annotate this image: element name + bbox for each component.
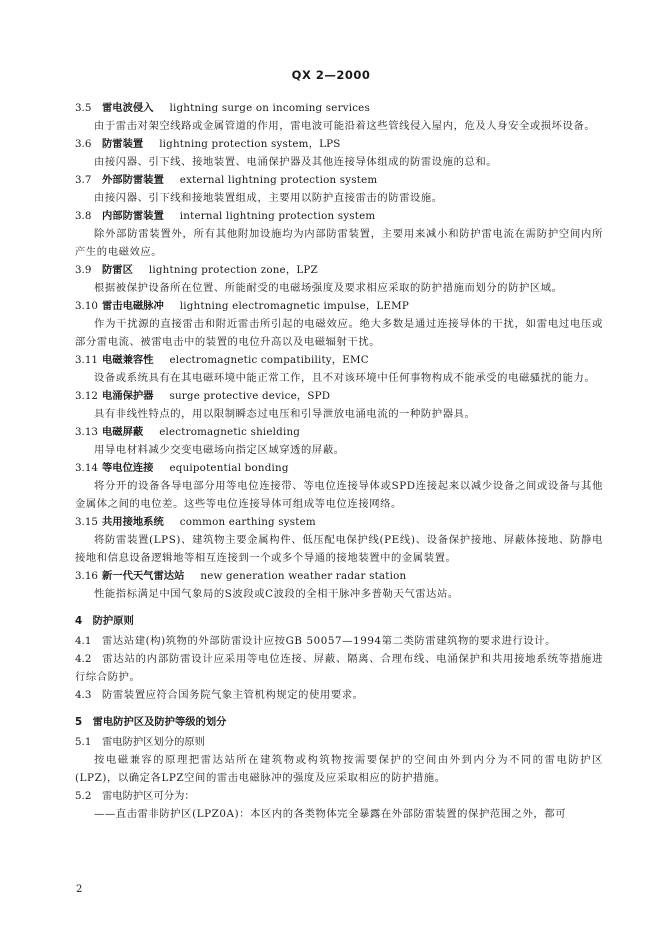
section-title: 雷电防护区及防护等级的划分 <box>92 716 227 728</box>
clause-number: 5.2 <box>75 790 92 802</box>
term-heading <box>75 387 603 405</box>
term-number: 3.16 <box>75 570 98 582</box>
term-name-cn: 共用接地系统 <box>102 516 164 528</box>
clause-4-1 <box>75 632 603 650</box>
clause-number: 4.2 <box>75 653 92 665</box>
section-number: 4 <box>75 615 83 627</box>
term-definition: 除外部防雷装置外，所有其他附加设施均为内部防雷装置，主要用来减小和防护雷电流在需防护空间内所产生的电磁效应。 <box>75 228 603 258</box>
term-heading <box>75 261 603 279</box>
term-name-cn: 电磁屏蔽 <box>102 426 144 438</box>
term-heading <box>75 567 603 585</box>
standard-code-header: QX 2—2000 <box>291 68 371 82</box>
term-number: 3.6 <box>75 138 92 150</box>
term-number: 3.5 <box>75 102 92 114</box>
clause-text: 雷达站建(构)筑物的外部防雷设计应按GB 50057—1994第二类防雷建筑物的要求进行设计。 <box>102 635 557 647</box>
term-name-cn: 防雷区 <box>102 264 133 276</box>
term-number: 3.15 <box>75 516 98 528</box>
clause-title: 雷电防护区可分为： <box>102 790 195 802</box>
term-number: 3.9 <box>75 264 92 276</box>
term-number: 3.14 <box>75 462 98 474</box>
term-name-cn: 电磁兼容性 <box>102 354 154 366</box>
clause-4-3 <box>75 686 603 704</box>
term-name-cn: 内部防雷装置 <box>102 210 164 222</box>
term-heading <box>75 171 603 189</box>
section-5-heading <box>75 713 603 728</box>
clause-number: 4.3 <box>75 689 92 701</box>
term-name-cn: 电涌保护器 <box>102 390 154 402</box>
section-title: 防护原则 <box>92 615 134 627</box>
clause-5-2-heading <box>75 787 603 805</box>
term-name-cn: 雷电波侵入 <box>102 102 154 114</box>
term-definition: 作为干扰源的直接雷击和附近雷击所引起的电磁效应。绝大多数是通过连接导体的干扰，如雷电过电压或部分雷电流、被雷电击中的装置的电位升高以及电磁辐射干扰。 <box>75 318 603 348</box>
term-name-en: external lightning protection system <box>179 174 378 186</box>
clause-text: 防雷装置应符合国务院气象主管机构规定的使用要求。 <box>102 689 364 701</box>
term-name-en: lightning protection zone，LPZ <box>148 264 318 276</box>
term-name-en: internal lightning protection system <box>179 210 376 222</box>
clause-title: 雷电防护区划分的原则 <box>102 736 205 748</box>
term-heading <box>75 207 603 225</box>
term-definition: 根据被保护设备所在位置、所能耐受的电磁场强度及要求相应采取的防护措施而划分的防护区域。 <box>94 282 563 294</box>
term-number: 3.10 <box>75 300 98 312</box>
clause-4-2 <box>75 650 603 686</box>
term-heading <box>75 99 603 117</box>
term-name-en: equipotential bonding <box>169 462 289 474</box>
term-definition: 将分开的设备各导电部分用等电位连接带、等电位连接导体或SPD连接起来以减少设备之间或设备与其他金属体之间的电位差。这些等电位连接导体可组成等电位连接网络。 <box>75 480 603 510</box>
clause-5-1-text: 按电磁兼容的原理把雷达站所在建筑物或构筑物按需要保护的空间由外到内分为不同的雷电防护区(LPZ)，以确定各LPZ空间的雷击电磁脉冲的强度及应采取相应的防护措施。 <box>75 754 603 784</box>
term-definition: 由接闪器、引下线、接地装置、电涌保护器及其他连接导体组成的防雷设施的总和。 <box>94 156 498 168</box>
document-body <box>75 99 603 823</box>
term-name-en: lightning protection system，LPS <box>159 138 341 150</box>
term-name-en: electromagnetic shielding <box>159 426 301 438</box>
term-name-en: electromagnetic compatibility，EMC <box>169 354 369 366</box>
term-definition: 具有非线性特点的，用以限制瞬态过电压和引导泄放电涌电流的一种防护器具。 <box>94 408 476 420</box>
term-name-en: common earthing system <box>179 516 316 528</box>
term-definitions-list <box>75 99 603 603</box>
section-number: 5 <box>75 716 83 728</box>
term-name-cn: 新一代天气雷达站 <box>102 570 185 582</box>
clause-number: 5.1 <box>75 736 92 748</box>
term-name-cn: 等电位连接 <box>102 462 154 474</box>
term-number: 3.13 <box>75 426 98 438</box>
term-definition: 将防雷装置(LPS)、建筑物主要金属构件、低压配电保护线(PE线)、设备保护接地、屏蔽体接地、防静电接地和信息设备逻辑地等相互连接到一个或多个导通的接地装置中的金属装置。 <box>75 534 603 564</box>
clause-5-2-text: ——直击雷非防护区(LPZ0A)：本区内的各类物体完全暴露在外部防雷装置的保护范围之外，都可 <box>94 808 567 820</box>
term-name-en: lightning electromagnetic impulse，LEMP <box>179 300 410 312</box>
term-heading <box>75 513 603 531</box>
term-name-en: lightning surge on incoming services <box>169 102 370 114</box>
term-name-en: new generation weather radar station <box>200 570 407 582</box>
term-definition: 由于雷击对架空线路或金属管道的作用，雷电波可能沿着这些管线侵入屋内，危及人身安全或损坏设备。 <box>94 120 596 132</box>
section-4-heading <box>75 612 603 627</box>
page-number: 2 <box>76 884 83 895</box>
term-definition: 性能指标满足中国气象局的S波段或C波段的全相干脉冲多普勒天气雷达站。 <box>94 588 459 600</box>
term-definition: 设备或系统具有在其电磁环境中能正常工作，且不对该环境中任何事物构成不能承受的电磁骚扰的能力。 <box>94 372 596 384</box>
clause-number: 4.1 <box>75 635 92 647</box>
term-definition: 用导电材料减少交变电磁场向指定区域穿透的屏蔽。 <box>94 444 345 456</box>
term-heading <box>75 351 603 369</box>
clause-text: 雷达站的内部防雷设计应采用等电位连接、屏蔽、隔离、合理布线、电涌保护和共用接地系统等措施进行综合防护。 <box>75 653 603 683</box>
term-definition: 由接闪器、引下线和接地装置组成，主要用以防护直接雷击的防雷设施。 <box>94 192 443 204</box>
term-heading <box>75 297 603 315</box>
term-name-cn: 外部防雷装置 <box>102 174 164 186</box>
term-number: 3.7 <box>75 174 92 186</box>
term-name-en: surge protective device，SPD <box>169 390 331 402</box>
term-heading <box>75 135 603 153</box>
clause-5-1-heading <box>75 733 603 751</box>
term-number: 3.12 <box>75 390 98 402</box>
term-heading <box>75 459 603 477</box>
term-number: 3.11 <box>75 354 98 366</box>
term-number: 3.8 <box>75 210 92 222</box>
term-name-cn: 防雷装置 <box>102 138 144 150</box>
term-heading <box>75 423 603 441</box>
term-name-cn: 雷击电磁脉冲 <box>102 300 164 312</box>
